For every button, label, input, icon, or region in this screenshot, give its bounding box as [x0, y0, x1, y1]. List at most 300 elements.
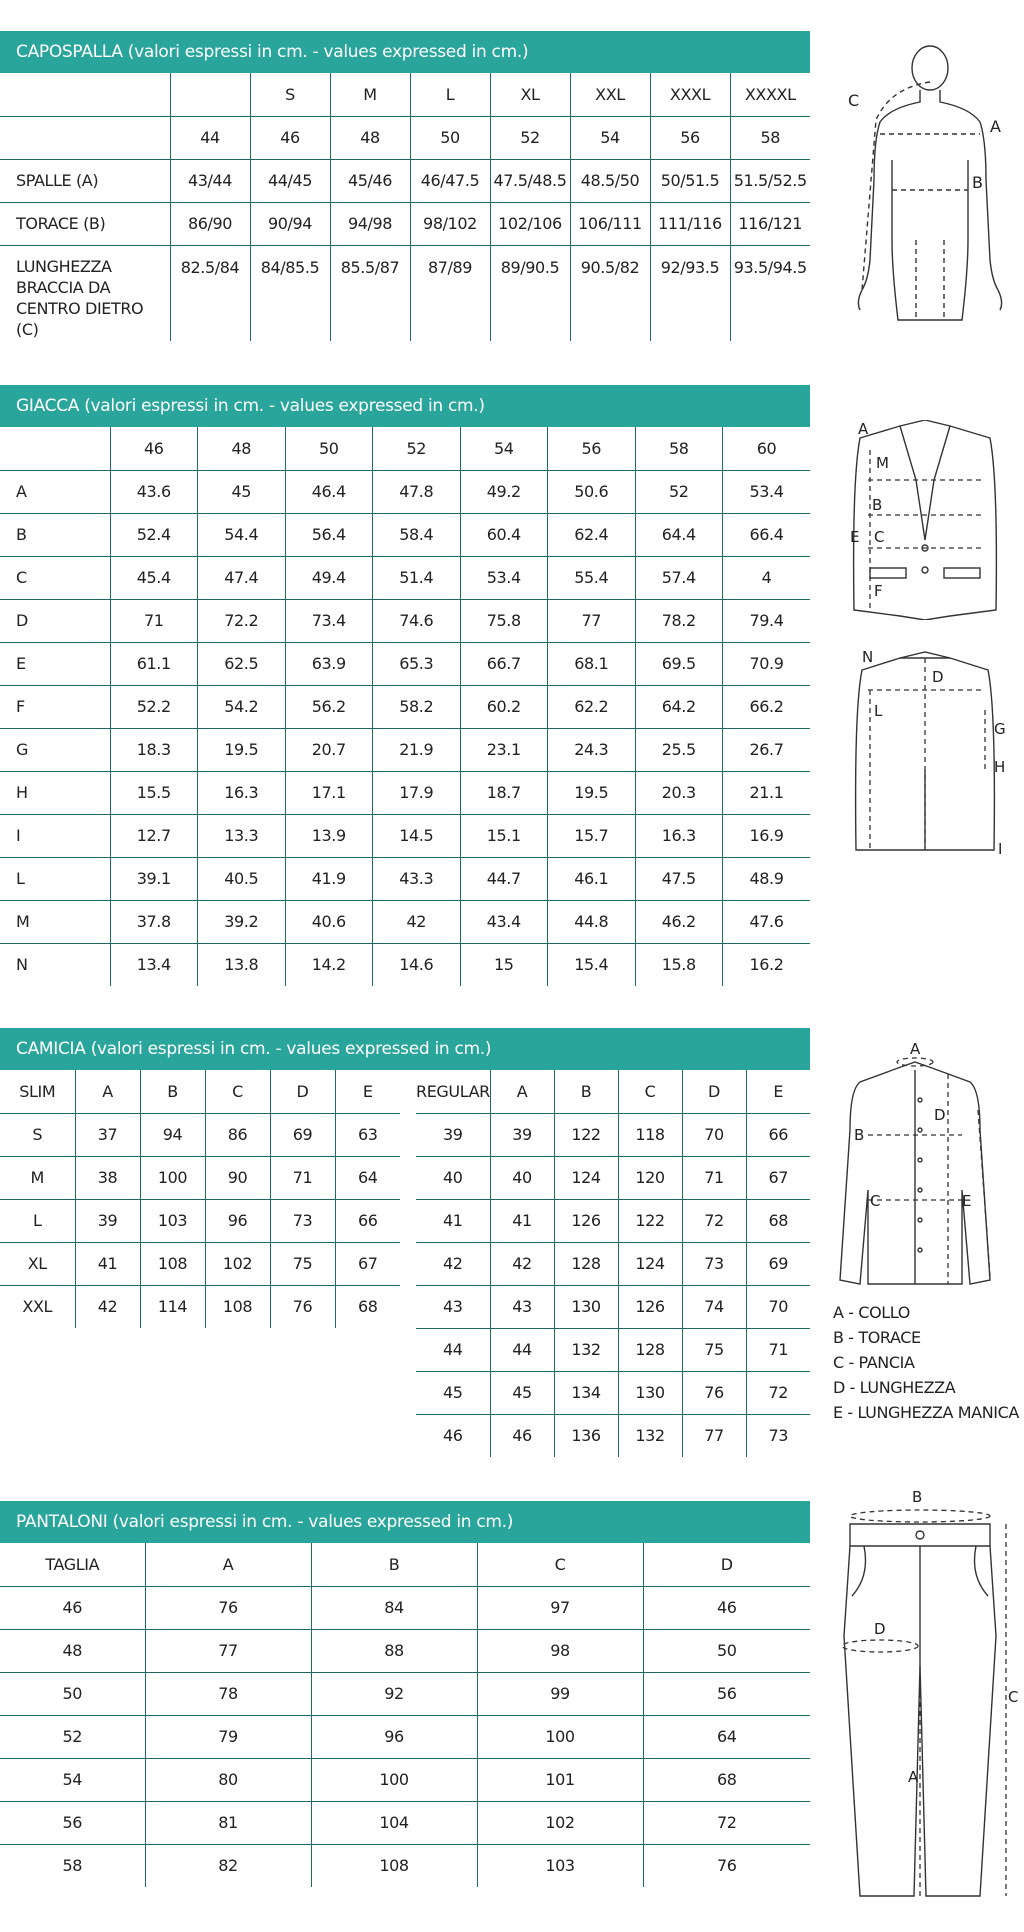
value-cell: 42 [373, 900, 461, 943]
value-cell: 68 [746, 1199, 810, 1242]
value-cell: 40.6 [285, 900, 373, 943]
value-cell: 44.8 [548, 900, 636, 943]
value-cell: 122 [554, 1113, 618, 1156]
size-cell [0, 116, 170, 159]
camicia-title: CAMICIA (valori espressi in cm. - values expressed in cm.) [0, 1028, 810, 1070]
pants-icon [840, 1486, 1020, 1906]
value-cell: 64.2 [635, 685, 723, 728]
value-cell: 79 [145, 1715, 311, 1758]
value-cell: 122 [618, 1199, 682, 1242]
value-cell: 73 [270, 1199, 335, 1242]
value-cell: 58.4 [373, 513, 461, 556]
size-cell: 50 [410, 116, 490, 159]
letter-cell [170, 73, 250, 116]
value-cell: 46.4 [285, 470, 373, 513]
header-cell: SLIM [0, 1070, 75, 1113]
size-cell: 54 [570, 116, 650, 159]
value-cell: 70.9 [723, 642, 811, 685]
value-cell: 63 [335, 1113, 400, 1156]
value-cell: 66.7 [460, 642, 548, 685]
value-cell: 103 [477, 1844, 643, 1887]
figure-label: A [908, 1768, 919, 1786]
value-cell: 77 [682, 1414, 746, 1457]
value-cell: 57.4 [635, 556, 723, 599]
value-cell: 111/116 [650, 202, 730, 245]
value-cell: 13.9 [285, 814, 373, 857]
value-cell: 80 [145, 1758, 311, 1801]
value-cell: 46/47.5 [410, 159, 490, 202]
value-cell: 12.7 [110, 814, 198, 857]
table-row [0, 685, 810, 728]
value-cell: 94 [140, 1113, 205, 1156]
value-cell: 43 [416, 1285, 490, 1328]
value-cell: 47.4 [198, 556, 286, 599]
value-cell: 15.7 [548, 814, 636, 857]
value-cell: 71 [682, 1156, 746, 1199]
value-cell: 99 [477, 1672, 643, 1715]
size-cell: 52 [490, 116, 570, 159]
legend-item: B - TORACE [833, 1328, 921, 1347]
table-row [0, 1285, 400, 1328]
value-cell: 69 [270, 1113, 335, 1156]
size-cell: 50 [285, 427, 373, 470]
figure-label: B [854, 1126, 865, 1144]
table-row [0, 1629, 810, 1672]
value-cell: 13.4 [110, 943, 198, 986]
value-cell: 41 [75, 1242, 140, 1285]
table-row [0, 728, 810, 771]
legend-item: C - PANCIA [833, 1353, 915, 1372]
value-cell: 90/94 [250, 202, 330, 245]
value-cell: 52 [0, 1715, 145, 1758]
table-row [0, 1844, 810, 1887]
table-row [0, 1586, 810, 1629]
value-cell: 44 [490, 1328, 554, 1371]
value-cell: 41.9 [285, 857, 373, 900]
row-label: I [0, 814, 110, 857]
value-cell: 47.6 [723, 900, 811, 943]
value-cell: 21.1 [723, 771, 811, 814]
table-row [416, 1242, 810, 1285]
value-cell: 53.4 [723, 470, 811, 513]
value-cell: 73 [746, 1414, 810, 1457]
table-row [0, 202, 810, 245]
value-cell: L [0, 1199, 75, 1242]
table-row [0, 159, 810, 202]
value-cell: 126 [618, 1285, 682, 1328]
value-cell: 73 [682, 1242, 746, 1285]
value-cell: 48.9 [723, 857, 811, 900]
value-cell: 52.2 [110, 685, 198, 728]
value-cell: 43.3 [373, 857, 461, 900]
value-cell: 43.6 [110, 470, 198, 513]
value-cell: 46 [490, 1414, 554, 1457]
giacca-section [0, 385, 810, 986]
jacket-front-figure [840, 420, 1010, 620]
figure-label: C [874, 528, 885, 546]
value-cell: 50/51.5 [650, 159, 730, 202]
figure-label: C [1008, 1688, 1019, 1706]
value-cell: 67 [335, 1242, 400, 1285]
value-cell: 132 [554, 1328, 618, 1371]
table-row [0, 470, 810, 513]
value-cell: 54.2 [198, 685, 286, 728]
value-cell: 56.4 [285, 513, 373, 556]
value-cell: 68 [643, 1758, 810, 1801]
value-cell: 48 [0, 1629, 145, 1672]
letter-cell: XXXL [650, 73, 730, 116]
size-cell: 46 [250, 116, 330, 159]
value-cell: 44 [416, 1328, 490, 1371]
value-cell: 13.3 [198, 814, 286, 857]
value-cell: 114 [140, 1285, 205, 1328]
figure-label: N [862, 650, 874, 666]
jacket-back-figure [840, 650, 1020, 860]
figure-label: B [972, 173, 983, 192]
table-row [416, 1414, 810, 1457]
pantaloni-title: PANTALONI (valori espressi in cm. - values expressed in cm.) [0, 1501, 810, 1543]
table-row [0, 642, 810, 685]
value-cell: 58 [62, 1856, 83, 1876]
value-cell: 40 [416, 1156, 490, 1199]
value-cell: 130 [554, 1285, 618, 1328]
value-cell: 97 [477, 1586, 643, 1629]
header-cell: A [145, 1543, 311, 1586]
table-row [0, 1242, 400, 1285]
pantaloni-section [0, 1501, 810, 1887]
jacket-front-icon [840, 420, 1010, 620]
value-cell: 108 [311, 1844, 477, 1887]
size-cell: 44 [170, 116, 250, 159]
table-row [416, 1156, 810, 1199]
value-cell: 42 [75, 1285, 140, 1328]
row-label: SPALLE (A) [0, 159, 170, 202]
value-cell: 72.2 [198, 599, 286, 642]
header-cell: A [75, 1070, 140, 1113]
row-label-line: CENTRO DIETRO (C) [16, 298, 144, 339]
value-cell: 47.5 [635, 857, 723, 900]
figure-label: D [934, 1106, 946, 1124]
value-cell: 49.2 [460, 470, 548, 513]
value-cell: 56 [0, 1801, 145, 1844]
value-cell: 49.4 [285, 556, 373, 599]
value-cell: 70 [682, 1113, 746, 1156]
slim-header-row [0, 1070, 400, 1113]
value-cell: 69.5 [635, 642, 723, 685]
value-cell: 19.5 [198, 728, 286, 771]
capospalla-table [0, 73, 810, 341]
value-cell: 67 [746, 1156, 810, 1199]
value-cell: 44.7 [460, 857, 548, 900]
size-cell: 48 [330, 116, 410, 159]
value-cell: 101 [477, 1758, 643, 1801]
value-cell: 66 [335, 1199, 400, 1242]
value-cell: 128 [618, 1328, 682, 1371]
value-cell: 39 [490, 1113, 554, 1156]
value-cell: 20.3 [635, 771, 723, 814]
value-cell: 54 [0, 1758, 145, 1801]
value-cell: 103 [140, 1199, 205, 1242]
header-cell: REGULAR [416, 1070, 490, 1113]
value-cell: S [0, 1113, 75, 1156]
value-cell: 16.3 [635, 814, 723, 857]
value-cell: 60.4 [460, 513, 548, 556]
value-cell: 84 [311, 1586, 477, 1629]
value-cell: 45 [490, 1371, 554, 1414]
value-cell: 40 [490, 1156, 554, 1199]
size-cell [0, 427, 110, 470]
value-cell: 126 [554, 1199, 618, 1242]
pantaloni-table [0, 1543, 810, 1887]
value-cell: 128 [554, 1242, 618, 1285]
value-cell: 75.8 [460, 599, 548, 642]
value-cell: 20.7 [285, 728, 373, 771]
blank-cell [0, 73, 170, 116]
figure-label: B [912, 1488, 923, 1506]
figure-label: H [994, 758, 1006, 776]
value-cell: XXL [22, 1297, 53, 1317]
pantaloni-header-row [0, 1543, 810, 1586]
value-cell: 17.9 [373, 771, 461, 814]
value-cell: 106/111 [570, 202, 650, 245]
value-cell: 54.4 [198, 513, 286, 556]
giacca-table [0, 427, 810, 986]
camicia-regular-table [416, 1070, 810, 1457]
value-cell: 39.2 [198, 900, 286, 943]
value-cell: 17.1 [285, 771, 373, 814]
value-cell: 116/121 [730, 202, 810, 245]
value-cell: 52 [635, 470, 723, 513]
size-cell: 56 [548, 427, 636, 470]
value-cell: 65.3 [373, 642, 461, 685]
value-cell: 37 [75, 1113, 140, 1156]
letter-cell: S [250, 73, 330, 116]
value-cell: 90.5/82 [570, 245, 650, 341]
value-cell: 82 [145, 1844, 311, 1887]
value-cell: 75 [270, 1242, 335, 1285]
value-cell: 62.5 [198, 642, 286, 685]
table-row [416, 1371, 810, 1414]
value-cell: 102 [205, 1242, 270, 1285]
value-cell: 68.1 [548, 642, 636, 685]
value-cell: 98 [477, 1629, 643, 1672]
value-cell: 50 [0, 1672, 145, 1715]
value-cell: 108 [140, 1242, 205, 1285]
size-cell: 54 [460, 427, 548, 470]
pants-figure [840, 1486, 1020, 1906]
value-cell: 88 [311, 1629, 477, 1672]
value-cell: 92/93.5 [650, 245, 730, 341]
value-cell: 72 [746, 1371, 810, 1414]
value-cell: 100 [140, 1156, 205, 1199]
value-cell: 86 [205, 1113, 270, 1156]
size-cell: 58 [635, 427, 723, 470]
value-cell: 134 [554, 1371, 618, 1414]
capospalla-title: CAPOSPALLA (valori espressi in cm. - values expressed in cm.) [0, 31, 810, 73]
value-cell: 4 [723, 556, 811, 599]
value-cell: 64 [335, 1156, 400, 1199]
value-cell: 108 [205, 1285, 270, 1328]
value-cell: 92 [311, 1672, 477, 1715]
size-cell: 60 [723, 427, 811, 470]
row-label: A [0, 470, 110, 513]
value-cell: 69 [746, 1242, 810, 1285]
value-cell: 44/45 [250, 159, 330, 202]
row-label: M [0, 900, 110, 943]
table-row [0, 1801, 810, 1844]
figure-label: C [870, 1192, 881, 1210]
value-cell: 63.9 [285, 642, 373, 685]
legend-item: E - LUNGHEZZA MANICA [833, 1403, 1019, 1422]
value-cell: 38 [75, 1156, 140, 1199]
row-label-line: BRACCIA DA [16, 277, 111, 297]
value-cell: 73.4 [285, 599, 373, 642]
row-label: B [0, 513, 110, 556]
value-cell: 16.2 [723, 943, 811, 986]
value-cell: 46.2 [635, 900, 723, 943]
table-row [0, 599, 810, 642]
table-row [416, 1328, 810, 1371]
value-cell: 41 [490, 1199, 554, 1242]
legend-item: A - COLLO [833, 1303, 910, 1322]
value-cell: 51.5/52.5 [730, 159, 810, 202]
value-cell: 87/89 [410, 245, 490, 341]
value-cell: 124 [618, 1242, 682, 1285]
figure-label: A [910, 1040, 921, 1058]
value-cell: 74 [682, 1285, 746, 1328]
value-cell: 96 [205, 1199, 270, 1242]
table-row [0, 814, 810, 857]
value-cell: 136 [554, 1414, 618, 1457]
letter-cell: L [410, 73, 490, 116]
value-cell: 102 [477, 1801, 643, 1844]
value-cell: XL [0, 1242, 75, 1285]
figure-label: D [874, 1620, 886, 1638]
table-row [416, 1113, 810, 1156]
value-cell: 56 [643, 1672, 810, 1715]
header-cell: B [311, 1543, 477, 1586]
header-cell: C [618, 1070, 682, 1113]
value-cell: 130 [618, 1371, 682, 1414]
letter-cell: XXL [570, 73, 650, 116]
value-cell: 118 [618, 1113, 682, 1156]
value-cell: 16.3 [198, 771, 286, 814]
value-cell: 98/102 [410, 202, 490, 245]
header-cell: C [477, 1543, 643, 1586]
value-cell: 46 [442, 1426, 463, 1446]
figure-label: I [998, 840, 1003, 858]
value-cell: 71 [110, 599, 198, 642]
value-cell: 100 [311, 1758, 477, 1801]
letter-cell: XXXXL [730, 73, 810, 116]
value-cell: 66.4 [723, 513, 811, 556]
body-figure [830, 40, 1020, 330]
value-cell: 85.5/87 [330, 245, 410, 341]
table-row [0, 1199, 400, 1242]
value-cell: 18.3 [110, 728, 198, 771]
table-row [0, 1715, 810, 1758]
value-cell: 104 [311, 1801, 477, 1844]
header-cell: E [746, 1070, 810, 1113]
value-cell: 71 [270, 1156, 335, 1199]
value-cell: 76 [682, 1371, 746, 1414]
value-cell: 13.8 [198, 943, 286, 986]
row-label: E [0, 642, 110, 685]
value-cell: 66 [746, 1113, 810, 1156]
value-cell: 81 [145, 1801, 311, 1844]
value-cell: 45.4 [110, 556, 198, 599]
header-cell: A [490, 1070, 554, 1113]
table-row [416, 1285, 810, 1328]
value-cell: 76 [270, 1285, 335, 1328]
value-cell: 15.5 [110, 771, 198, 814]
value-cell: 24.3 [548, 728, 636, 771]
letter-cell: XL [490, 73, 570, 116]
regular-header-row [416, 1070, 810, 1113]
table-row [0, 943, 810, 986]
legend-item: D - LUNGHEZZA [833, 1378, 956, 1397]
header-cell: C [205, 1070, 270, 1113]
table-row [0, 1156, 400, 1199]
figure-label: A [990, 117, 1001, 136]
value-cell: 43 [490, 1285, 554, 1328]
value-cell: 61.1 [110, 642, 198, 685]
shirt-figure [830, 1040, 1000, 1290]
value-cell: 51.4 [373, 556, 461, 599]
value-cell: 42 [416, 1242, 490, 1285]
value-cell: 52.4 [110, 513, 198, 556]
value-cell: 42 [490, 1242, 554, 1285]
value-cell: 15.8 [635, 943, 723, 986]
row-label-line: LUNGHEZZA [16, 256, 112, 276]
value-cell: 58.2 [373, 685, 461, 728]
header-cell: E [335, 1070, 400, 1113]
value-cell: 45 [416, 1371, 490, 1414]
value-cell: 62.2 [548, 685, 636, 728]
value-cell: 120 [618, 1156, 682, 1199]
table-row [0, 900, 810, 943]
value-cell: 79.4 [723, 599, 811, 642]
value-cell: 71 [746, 1328, 810, 1371]
value-cell: 45 [198, 470, 286, 513]
figure-label: D [932, 668, 944, 686]
value-cell: 14.2 [285, 943, 373, 986]
row-label: F [0, 685, 110, 728]
value-cell: 26.7 [723, 728, 811, 771]
size-cell: 46 [110, 427, 198, 470]
value-cell: 60.2 [460, 685, 548, 728]
capospalla-size-row [0, 116, 810, 159]
value-cell: 84/85.5 [250, 245, 330, 341]
value-cell: 102/106 [490, 202, 570, 245]
value-cell: 75 [682, 1328, 746, 1371]
table-row [0, 513, 810, 556]
header-cell: TAGLIA [0, 1543, 145, 1586]
camicia-slim-table [0, 1070, 400, 1328]
header-cell: D [270, 1070, 335, 1113]
value-cell: 15 [460, 943, 548, 986]
row-label: G [0, 728, 110, 771]
value-cell: 43.4 [460, 900, 548, 943]
value-cell: 48.5/50 [570, 159, 650, 202]
capospalla-letter-row [0, 73, 810, 116]
body-outline-icon [830, 40, 1020, 330]
value-cell: 56.2 [285, 685, 373, 728]
camicia-section [0, 1028, 810, 1457]
figure-label: L [874, 702, 883, 720]
figure-label: B [872, 496, 883, 514]
table-row [0, 1113, 400, 1156]
